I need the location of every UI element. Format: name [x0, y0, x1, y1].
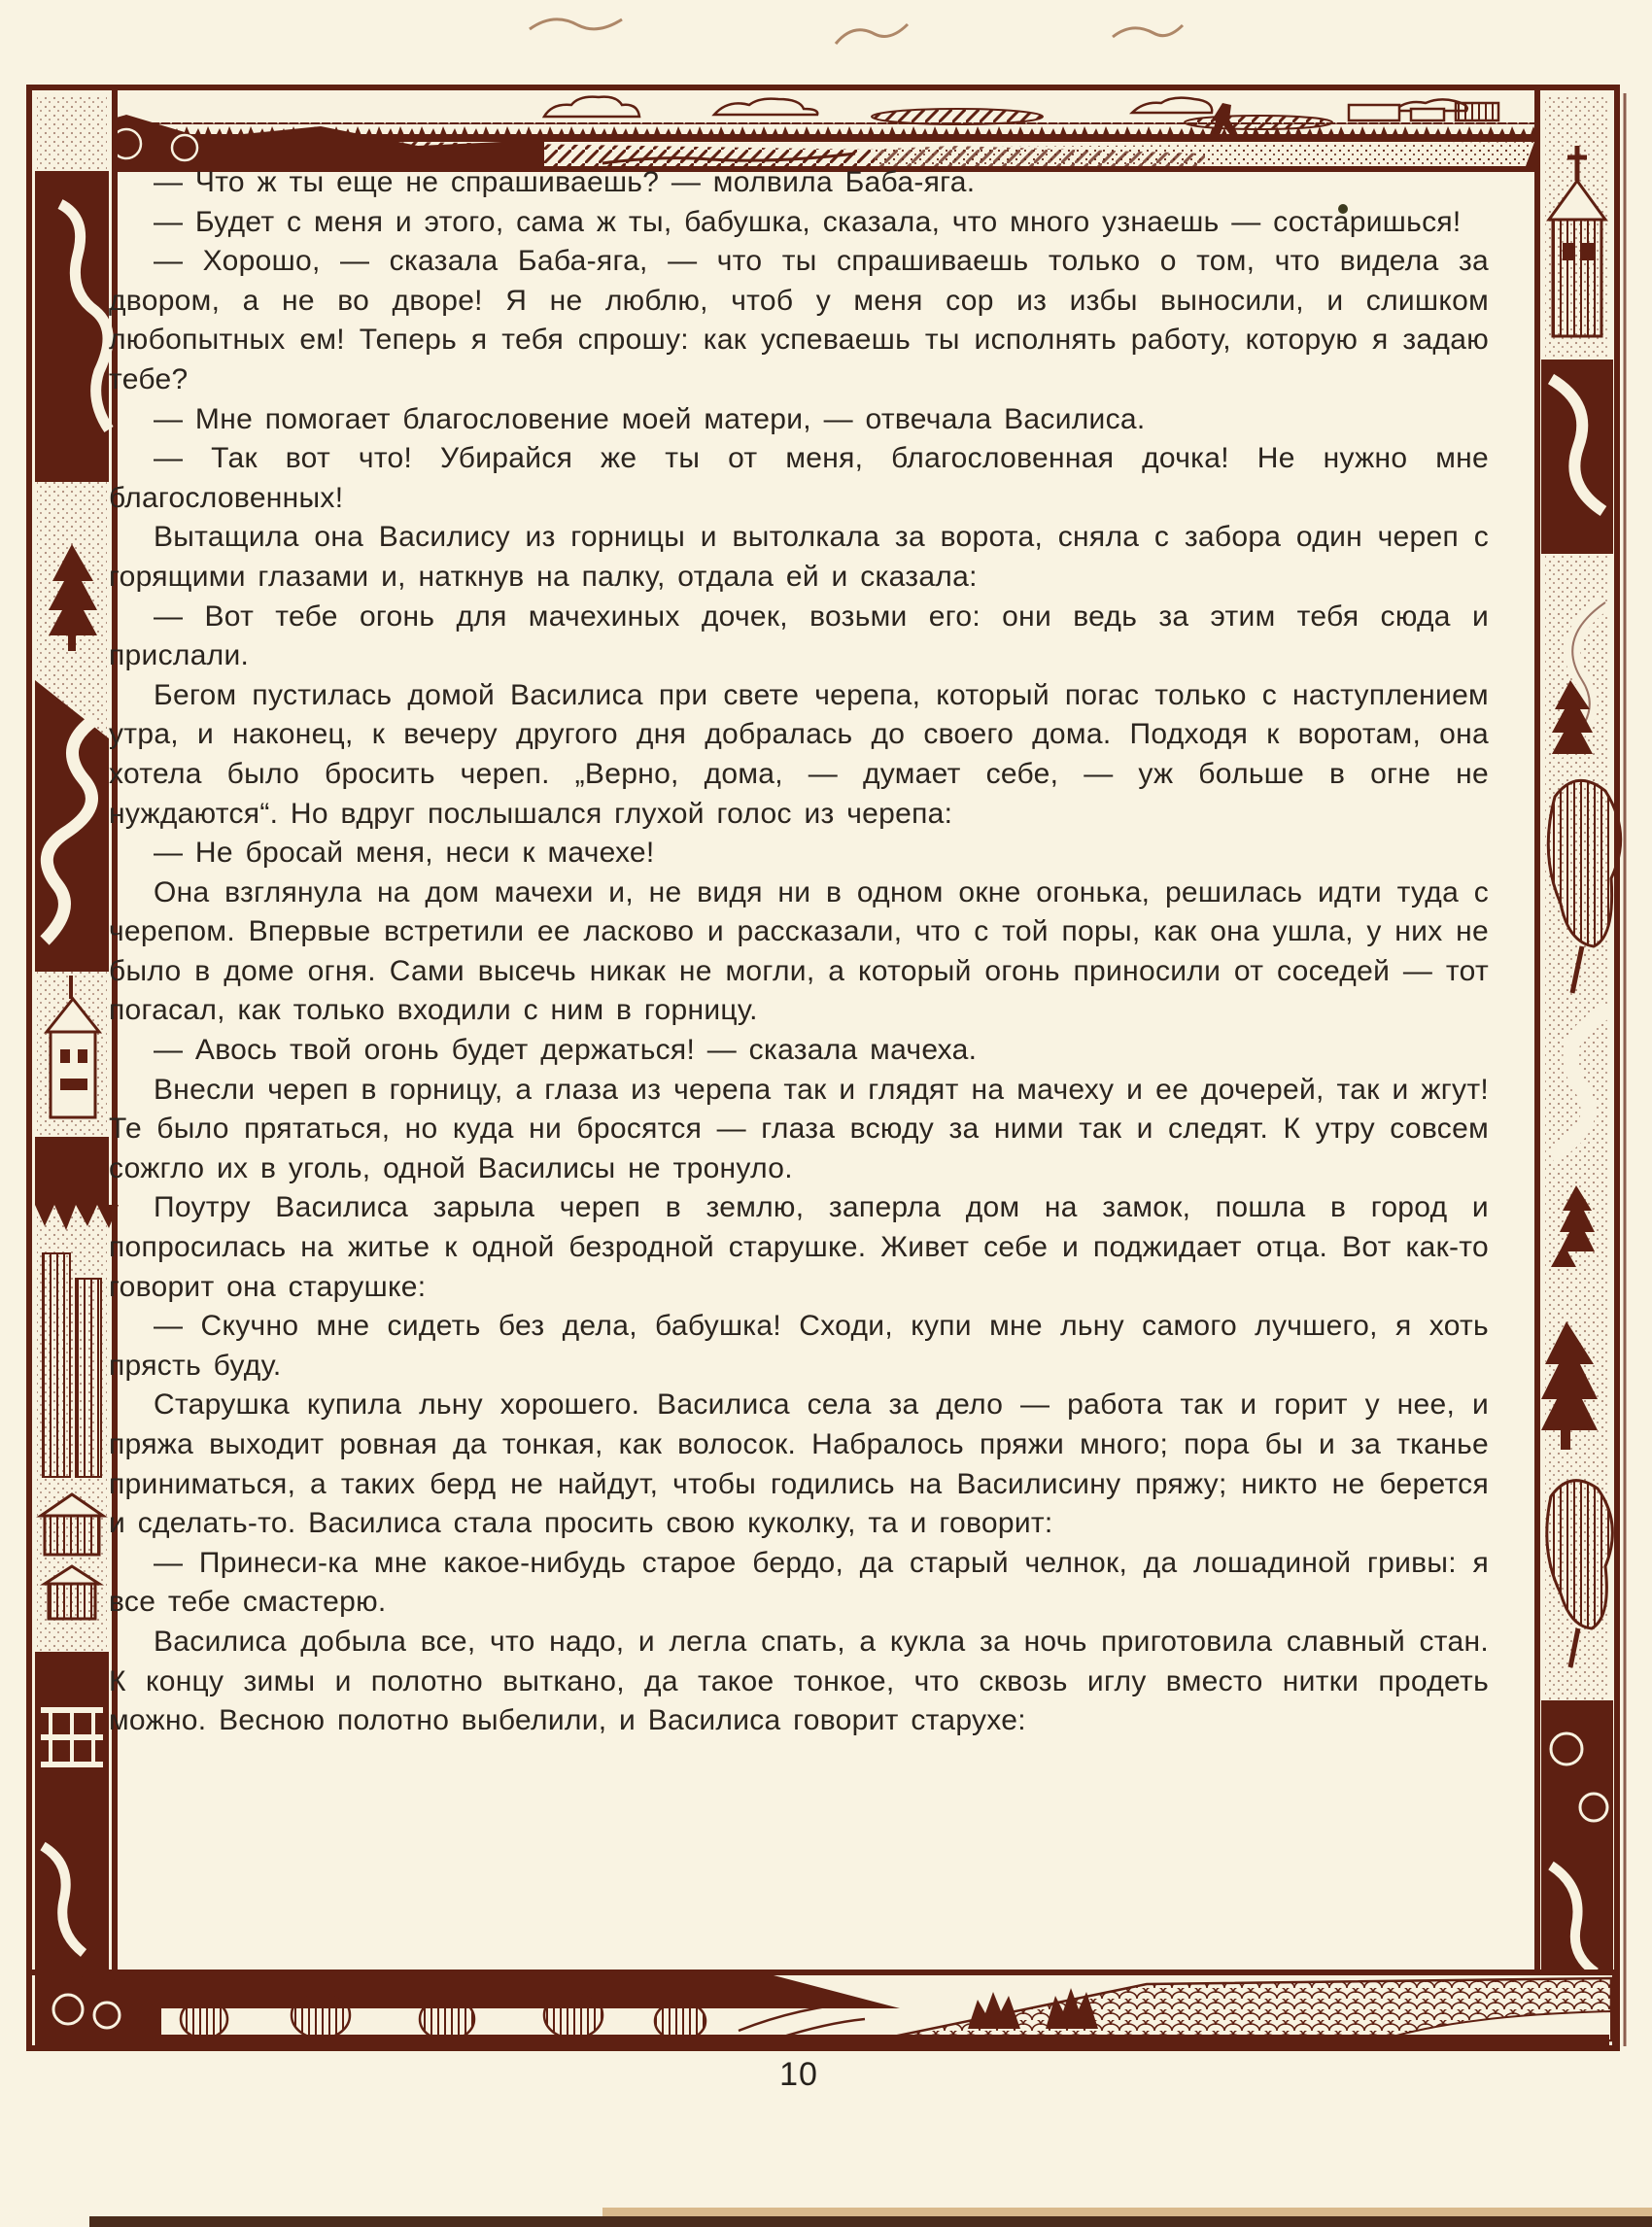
story-paragraph: Она взглянула на дом мачехи и, не видя ни в одном окне огонька, решилась идти туда с черепом. Впервые встретили ее ласково и рассказали, что с той поры, как она ушла, у них не было в доме огня. Сами высечь никак не могли, а который огонь приносили от соседей — тот погасал, как только входили с ним в горницу. [109, 875, 1489, 1027]
story-paragraph: Внесли череп в горницу, а глаза из черепа так и глядят на мачеху и ее дочерей, так и жгут! Те было прятаться, но куда ни бросятся — глаза всюду за ними так и следят. К утру совсем сожгло их в уголь, одной Василисы не тронуло. [109, 1073, 1489, 1184]
border-top-illustration [29, 87, 1615, 169]
story-paragraph: — Скучно мне сидеть без дела, бабушка! Сходи, купи мне льну самого лучшего, я хоть прясть буду. [109, 1310, 1489, 1382]
story-paragraph: — Мне помогает благословение моей матери, — отвечала Василиса. [154, 402, 1146, 435]
story-paragraph: Василиса добыла все, что надо, и легла спать, а кукла за ночь приготовила славный стан. К концу зимы и полотно выткано, да такое тонкое, что сквозь иглу вместо нитки продеть можно. Весною полотно выбелили, и Василиса говорит старухе: [109, 1625, 1489, 1737]
page-number: 10 [779, 2056, 818, 2093]
border-left-illustration [29, 87, 119, 2048]
border-bottom-illustration [29, 1972, 1615, 2048]
story-paragraph: Бегом пустилась домой Василиса при свете черепа, который погас только с наступлением утра, и наконец, к вечеру другого дня добралась до своего дома. Подходя к воротам, она хотела было бросить череп. „Верно, дома, — думает себе, — уж больше в огне не нуждаются“. Но вдруг послышался глухой голос из черепа: [109, 678, 1489, 830]
story-paragraph: — Хорошо, — сказала Баба-яга, — что ты спрашиваешь только о том, что видела за двором, а не во дворе! Я не люблю, чтоб у меня сор из избы выносили, и слишком любопытных ем! Теперь я тебя спрошу: как успеваешь ты исполнять работу, которую я задаю тебе? [109, 245, 1489, 395]
story-text [109, 163, 1489, 1741]
border-right-illustration [1537, 87, 1625, 2048]
story-paragraph: Старушка купила льну хорошего. Василиса села за дело — работа так и горит у нее, и пряжа выходит ровная да тонкая, как волосок. Набралось пряжи много; пора бы и за тканье приниматься, а таких берд не найдут, чтобы годились на Василисину пряжу; никто не берется и сделать-то. Василиса стала просить свою куколку, та и говорит: [109, 1388, 1489, 1540]
margin-marks [530, 19, 1183, 44]
story-paragraph: — Что ж ты еще не спрашиваешь? — молвила Баба-яга. [154, 166, 976, 198]
story-paragraph: — Не бросай меня, неси к мачехе! [154, 837, 655, 870]
story-paragraph: Вытащила она Василису из горницы и вытолкала за ворота, сняла с забора один череп с горящими глазами и, наткнув на палку, отдала ей и сказала: [109, 521, 1489, 593]
story-paragraph: — Вот тебе огонь для мачехиных дочек, возьми его: они ведь за этим тебя сюда и прислали. [109, 600, 1489, 672]
story-paragraph: Поутру Василиса зарыла череп в землю, заперла дом на замок, пошла в город и попросилась на житье к одной безродной старушке. Живет себе и поджидает отца. Вот как-то говорит она старушке: [109, 1191, 1489, 1303]
story-paragraph: — Так вот что! Убирайся же ты от меня, благословенная дочка! Не нужно мне благословенных! [109, 442, 1489, 514]
story-paragraph: — Будет с меня и этого, сама ж ты, бабушка, сказала, что много узнаешь — состаришься! [154, 205, 1462, 238]
scan-edge [89, 2208, 1652, 2227]
story-paragraph: — Принеси-ка мне какое-нибудь старое бердо, да старый челнок, да лошадиной гривы: я все тебе смастерю. [109, 1546, 1489, 1619]
story-paragraph: — Авось твой огонь будет держаться! — сказала мачеха. [154, 1034, 978, 1067]
